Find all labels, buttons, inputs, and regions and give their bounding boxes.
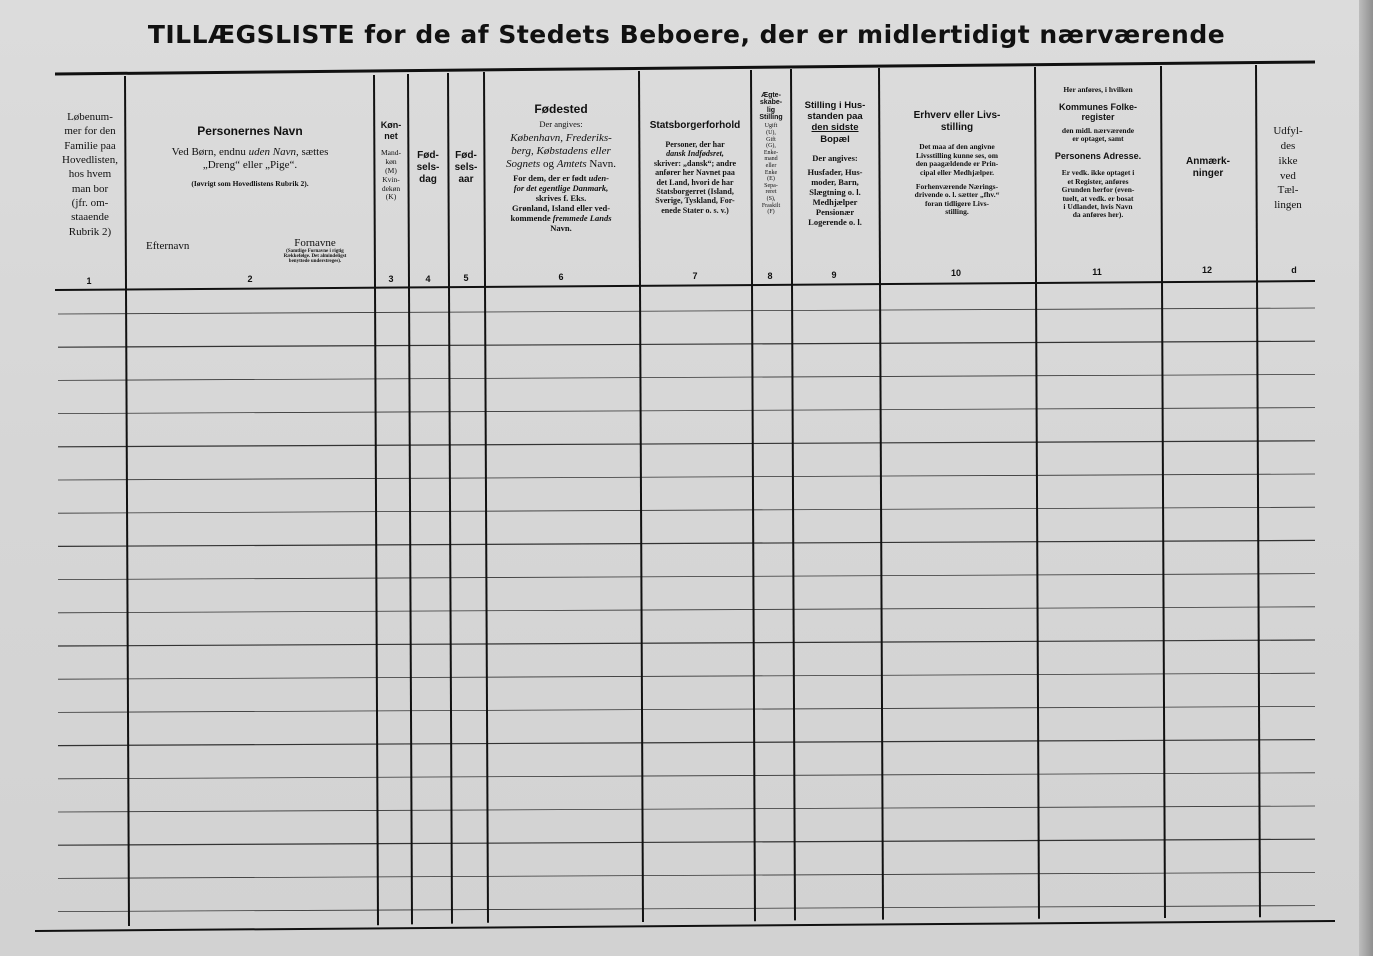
row-rule — [58, 773, 1315, 779]
col-birthyear-header: Fød- sels- aar — [454, 150, 478, 185]
row-rule — [58, 341, 1315, 347]
col-sex-header: Køn- net Mand- køn (M) Kvin- dekøn (K) — [380, 120, 402, 202]
col1-line: Hovedlisten, — [62, 154, 118, 167]
row-rule — [58, 474, 1315, 480]
col2-line2: „Dreng“ eller „Pige“. — [202, 159, 298, 172]
row-rule — [58, 706, 1315, 712]
row-rule — [58, 607, 1315, 613]
col-register-address-header: Her anføres, i hvilken Kommunes Folke- register den midl. nærværende er optaget, samt Personens Adresse. Er vedk. ikke optaget i et Register, anføres Grunden herfor (even- tuelt, at vedk. er bosat i Udlandet, hvis Navn da anføres her). — [1054, 85, 1142, 220]
col-number-11: 11 — [1092, 267, 1102, 277]
col1-line: Familie paa — [64, 139, 116, 152]
col2-heading: Personernes Navn — [197, 124, 303, 138]
col-number-5: 5 — [463, 273, 469, 283]
col-marital-header: Ægte- skabe- lig Stilling Ugift (U), Gift (G), Enke- mand eller Enke (E) Sepa- reret (S), Fraskilt (F) — [759, 92, 783, 216]
row-rule — [58, 906, 1315, 912]
bottom-rule — [35, 921, 1335, 931]
row-rule — [58, 441, 1315, 447]
col-number-6: 6 — [558, 272, 564, 282]
col-birthplace-header: Fødested Der angives: København, Frederiks- berg, Købstadens eller Sognets og Amtets Navn. For dem, der er født uden- for det egentlige Danmark, skrives f. Eks. Grønland, Island eller ved- kommende fremmede Lands Navn. — [505, 102, 616, 234]
col-number-4: 4 — [425, 274, 431, 284]
col-birthday-header: Fød- sels- dag — [416, 150, 440, 185]
header-rule — [55, 281, 1315, 290]
row-rule — [58, 308, 1315, 314]
col1-line: staaende — [71, 211, 109, 224]
row-rule — [58, 640, 1315, 646]
row-rule — [58, 740, 1315, 746]
col-number-8: 8 — [767, 271, 773, 281]
row-rule — [58, 806, 1315, 812]
col-citizenship-header: Statsborgerforhold Personer, der har dansk Indfødsret, skriver: „dansk“; andre anfører her Navnet paa det Land, hvori de har Statsborgerret (Island, Sverige, Tyskland, For- enede Stater o. s. v.) — [649, 120, 741, 215]
col-number-10: 10 — [950, 268, 962, 278]
top-rule — [55, 62, 1315, 74]
col1-line: Løbenum- — [67, 111, 113, 124]
row-rule — [58, 408, 1315, 414]
row-rule — [58, 872, 1315, 878]
col-number-2: 2 — [247, 274, 253, 284]
row-rule — [58, 540, 1315, 546]
row-rule — [58, 673, 1315, 679]
row-rule — [58, 574, 1315, 580]
col2-note: (Iøvrigt som Hovedlistens Rubrik 2). — [191, 179, 309, 189]
col1-line: (jfr. om- — [71, 196, 109, 209]
col-number-3: 3 — [388, 274, 394, 284]
col-number-1: 1 — [86, 276, 92, 286]
col1-line: mer for den — [64, 125, 116, 138]
col-number-12: 12 — [1201, 265, 1213, 275]
row-rule — [58, 507, 1315, 513]
col2-sub-firstnames: Fornavne (Samtlige Fornavne i rigtig Rækkefølge. Det almindeligst benyttede understreges). — [283, 237, 347, 264]
col1-line: man bor — [71, 182, 109, 195]
col-household-position-header: Stilling i Hus- standen paa den sidste Bopæl Der angives: Husfader, Hus- moder, Barn, Slægtning o. l. Medhjælper Pensionær Logerende o. l. — [804, 100, 866, 227]
col1-line: Rubrik 2) — [68, 225, 112, 238]
col2-sub-surname: Efternavn — [146, 240, 190, 252]
col-remarks-header: Anmærk- ninger — [1186, 156, 1230, 179]
row-rule — [58, 374, 1315, 380]
col-number-9: 9 — [831, 270, 837, 280]
col-occupation-header: Erhverv eller Livs- stilling Det maa af den angivne Livsstilling kunne ses, om den paagældende er Prin- cipal eller Medhjælper. Forhenværende Nærings- drivende o. l. sætter „fhv.“ foran tidligere Livs- stilling. — [913, 110, 1001, 217]
col1-line: hos hvem — [68, 168, 112, 181]
col2-line1: Ved Børn, endnu uden Navn, sættes — [171, 146, 329, 159]
col-number-7: 7 — [692, 271, 698, 281]
page-title: TILLÆGSLISTE for de af Stedets Beboere, der er midlertidigt nærværende — [147, 20, 1226, 49]
col-number-d: d — [1291, 265, 1297, 275]
col-family-number-header — [56, 82, 124, 267]
row-rule — [58, 839, 1315, 845]
col-not-filled-header: Udfyl- des ikke ved Tæl- lingen — [1273, 125, 1303, 212]
